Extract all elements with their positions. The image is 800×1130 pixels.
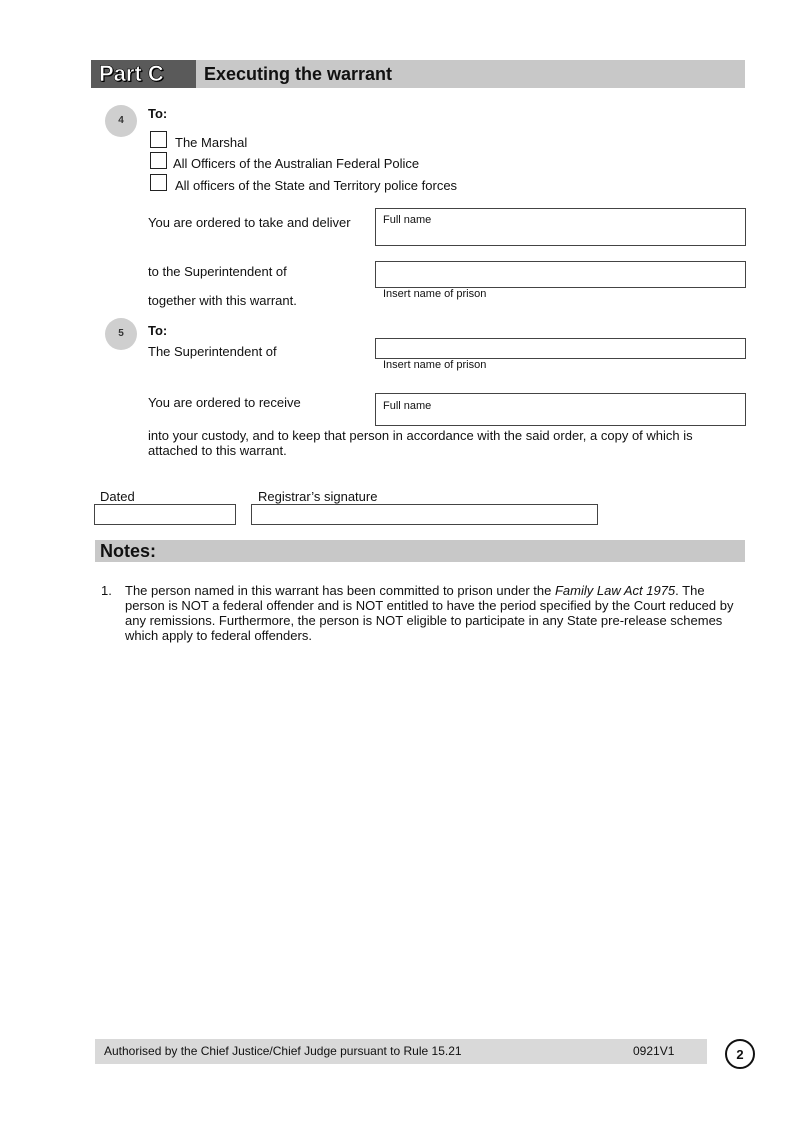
section4-to-label: To: (148, 106, 168, 121)
prison-hint-2: Insert name of prison (383, 359, 487, 371)
together-text: together with this warrant. (148, 293, 297, 308)
take-deliver-text: You are ordered to take and deliver (148, 215, 351, 230)
form-code: 0921V1 (633, 1044, 675, 1058)
note-number: 1. (101, 583, 112, 598)
prison-name-field-1[interactable] (375, 261, 746, 288)
full-name-field-1-label: Full name (383, 214, 432, 226)
note-text-after: . The person is NOT a federal offender and is NOT entitled to have the period specified by the Court reduced by any remissions. Furthermore, the person is NOT eligible to participate in any State pre-release schemes which apply to federal offenders. (125, 583, 734, 643)
step-number-5: 5 (105, 318, 137, 350)
full-name-field-2[interactable] (375, 393, 746, 426)
footer-bar (95, 1039, 707, 1064)
receive-text: You are ordered to receive (148, 395, 301, 410)
note-act-title: Family Law Act 1975 (554, 583, 676, 598)
option-state-police-label: All officers of the State and Territory police forces (175, 178, 458, 193)
registrar-signature-label: Registrar’s signature (258, 489, 378, 504)
prison-name-field-2[interactable] (375, 338, 746, 359)
full-name-field-2-label: Full name (383, 400, 432, 412)
superintendent-text-2: The Superintendent of (148, 344, 277, 359)
checkbox-marshal[interactable] (150, 131, 167, 148)
checkbox-state-police[interactable] (150, 174, 167, 191)
authorised-text: Authorised by the Chief Justice/Chief Judge pursuant to Rule 15.21 (104, 1044, 462, 1058)
dated-field[interactable] (94, 504, 236, 525)
section-title: Executing the warrant (204, 64, 393, 84)
step-number-4: 4 (105, 105, 137, 137)
custody-text: into your custody, and to keep that person in accordance with the said order, a copy of which is attached to this warrant. (148, 428, 693, 458)
part-label: Part C (91, 60, 196, 88)
page-number: 2 (725, 1039, 755, 1069)
prison-hint-1: Insert name of prison (383, 288, 487, 300)
full-name-field-1[interactable] (375, 208, 746, 246)
superintendent-text-1: to the Superintendent of (148, 264, 287, 279)
option-afp-label: All Officers of the Australian Federal Police (173, 156, 420, 171)
registrar-signature-field[interactable] (251, 504, 598, 525)
dated-label: Dated (100, 489, 135, 504)
section5-to-label: To: (148, 323, 168, 338)
note-text (125, 583, 745, 643)
option-marshal-label: The Marshal (175, 135, 248, 150)
checkbox-afp[interactable] (150, 152, 167, 169)
note-text-before: The person named in this warrant has been committed to prison under the (125, 583, 555, 598)
notes-header: Notes: (95, 540, 745, 562)
